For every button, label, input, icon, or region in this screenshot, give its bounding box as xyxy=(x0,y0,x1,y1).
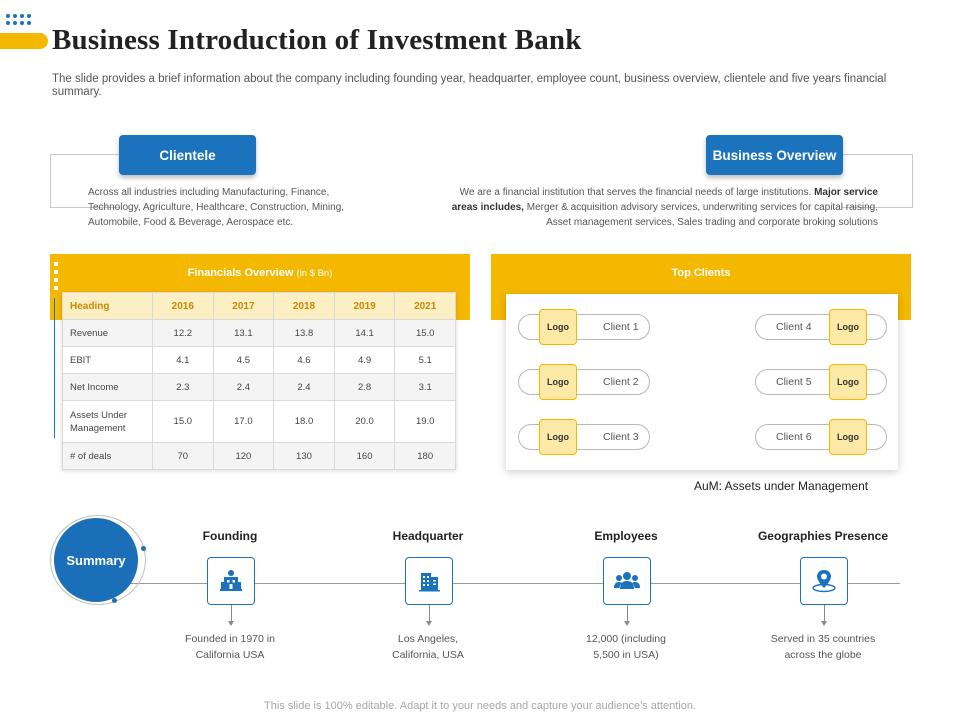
table-row xyxy=(63,443,456,470)
client-logo: Logo xyxy=(829,419,867,455)
client-name: Client 6 xyxy=(776,431,812,443)
founding-heading: Founding xyxy=(202,529,258,543)
location-pin-icon xyxy=(800,557,848,605)
table-cell: Revenue xyxy=(63,320,153,347)
client-item xyxy=(755,314,887,340)
client-item xyxy=(518,314,650,340)
table-header-cell: Heading xyxy=(63,293,153,320)
business-overview-intro: We are a financial institution that serves the financial needs of large institutions. xyxy=(459,187,812,198)
table-cell: 180 xyxy=(395,443,456,470)
financials-unit: (in $ Bn) xyxy=(296,268,333,279)
table-cell: 18.0 xyxy=(274,401,335,443)
table-cell: 17.0 xyxy=(213,401,274,443)
client-logo: Logo xyxy=(829,364,867,400)
financials-title-text: Financials Overview xyxy=(187,267,294,279)
table-row xyxy=(63,320,456,347)
table-cell: 2.4 xyxy=(213,374,274,401)
client-name: Client 4 xyxy=(776,321,812,333)
table-cell: 13.1 xyxy=(213,320,274,347)
founding-text xyxy=(150,631,310,663)
table-cell: 3.1 xyxy=(395,374,456,401)
table-header-cell: 2017 xyxy=(213,293,274,320)
client-name: Client 1 xyxy=(603,321,639,333)
founding-text-line: California USA xyxy=(195,649,265,661)
table-row xyxy=(63,347,456,374)
employees-text-line: 5,500 in USA) xyxy=(593,649,659,661)
table-header-cell: 2018 xyxy=(274,293,335,320)
client-item xyxy=(755,369,887,395)
table-cell: 2.4 xyxy=(274,374,335,401)
client-logo: Logo xyxy=(539,364,577,400)
summary-ring-dot xyxy=(112,598,117,603)
employees-heading: Employees xyxy=(594,529,658,543)
table-cell: 12.2 xyxy=(153,320,214,347)
financials-table xyxy=(62,292,456,470)
geographies-arrow xyxy=(824,605,825,623)
table-header-cell: 2016 xyxy=(153,293,214,320)
founding-arrow xyxy=(231,605,232,623)
table-cell: 160 xyxy=(334,443,395,470)
headquarter-text-line: Los Angeles, xyxy=(397,633,459,645)
table-cell: # of deals xyxy=(63,443,153,470)
summary-ring-dot xyxy=(141,546,146,551)
table-cell: 70 xyxy=(153,443,214,470)
clientele-tag: Clientele xyxy=(119,135,256,175)
geographies-heading: Geographies Presence xyxy=(757,529,889,543)
table-cell: Net Income xyxy=(63,374,153,401)
users-icon xyxy=(603,557,651,605)
table-cell: 2.8 xyxy=(334,374,395,401)
employees-arrow xyxy=(627,605,628,623)
client-name: Client 2 xyxy=(603,376,639,388)
geographies-text xyxy=(743,631,903,663)
business-overview-rest: Merger & acquisition advisory services, underwriting services for capital raising, Asset management services, Sales trading and corporate broking solutions xyxy=(526,202,878,228)
table-cell: 120 xyxy=(213,443,274,470)
client-logo: Logo xyxy=(539,419,577,455)
client-item xyxy=(518,424,650,450)
table-cell: 2.3 xyxy=(153,374,214,401)
page-description: The slide provides a brief information about the company including founding year, headquarter, employee count, business overview, clientele and five years financial summary. xyxy=(52,73,887,98)
building-icon xyxy=(207,557,255,605)
client-name: Client 5 xyxy=(776,376,812,388)
table-cell: 4.5 xyxy=(213,347,274,374)
business-overview-tag: Business Overview xyxy=(706,135,843,175)
geographies-text-line: Served in 35 countries xyxy=(770,633,876,645)
corner-pill-decoration xyxy=(0,33,48,49)
table-row xyxy=(63,374,456,401)
table-cell: 20.0 xyxy=(334,401,395,443)
footer-note: This slide is 100% editable. Adapt it to your needs and capture your audience's attention. xyxy=(264,700,696,712)
client-logo: Logo xyxy=(539,309,577,345)
client-logo: Logo xyxy=(829,309,867,345)
business-overview-text xyxy=(440,185,878,230)
headquarter-arrow xyxy=(429,605,430,623)
employees-text xyxy=(546,631,706,663)
financials-side-decoration xyxy=(54,262,58,438)
headquarter-text-line: California, USA xyxy=(392,649,464,661)
table-header-cell: 2019 xyxy=(334,293,395,320)
table-row xyxy=(63,401,456,443)
table-header-row xyxy=(63,293,456,320)
top-clients-card xyxy=(506,294,898,470)
page-title: Business Introduction of Investment Bank xyxy=(52,24,582,56)
office-building-icon xyxy=(405,557,453,605)
headquarter-heading: Headquarter xyxy=(392,529,464,543)
table-header-cell: 2021 xyxy=(395,293,456,320)
business-overview-bold: Major service areas includes, xyxy=(451,187,878,213)
table-cell: 130 xyxy=(274,443,335,470)
employees-text-line: 12,000 (including xyxy=(586,633,666,645)
table-cell: 15.0 xyxy=(153,401,214,443)
financials-title xyxy=(50,267,470,279)
table-cell: 4.9 xyxy=(334,347,395,374)
geographies-text-line: across the globe xyxy=(784,649,862,661)
table-cell: 5.1 xyxy=(395,347,456,374)
aum-note: AuM: Assets under Management xyxy=(694,479,869,493)
corner-dots-decoration xyxy=(6,14,36,30)
client-item xyxy=(755,424,887,450)
table-cell: EBIT xyxy=(63,347,153,374)
table-cell: 15.0 xyxy=(395,320,456,347)
table-cell: Assets Under Management xyxy=(63,401,153,443)
founding-text-line: Founded in 1970 in xyxy=(185,633,275,645)
table-cell: 19.0 xyxy=(395,401,456,443)
table-cell: 14.1 xyxy=(334,320,395,347)
summary-circle: Summary xyxy=(54,518,138,602)
table-cell: 13.8 xyxy=(274,320,335,347)
table-cell: 4.1 xyxy=(153,347,214,374)
client-name: Client 3 xyxy=(603,431,639,443)
clientele-text: Across all industries including Manufacturing, Finance, Technology, Agriculture, Healthcare, Construction, Mining, Automobile, Food & Beverage, Aerospace etc. xyxy=(88,187,345,228)
table-cell: 4.6 xyxy=(274,347,335,374)
client-item xyxy=(518,369,650,395)
top-clients-title: Top Clients xyxy=(671,267,731,279)
headquarter-text xyxy=(348,631,508,663)
